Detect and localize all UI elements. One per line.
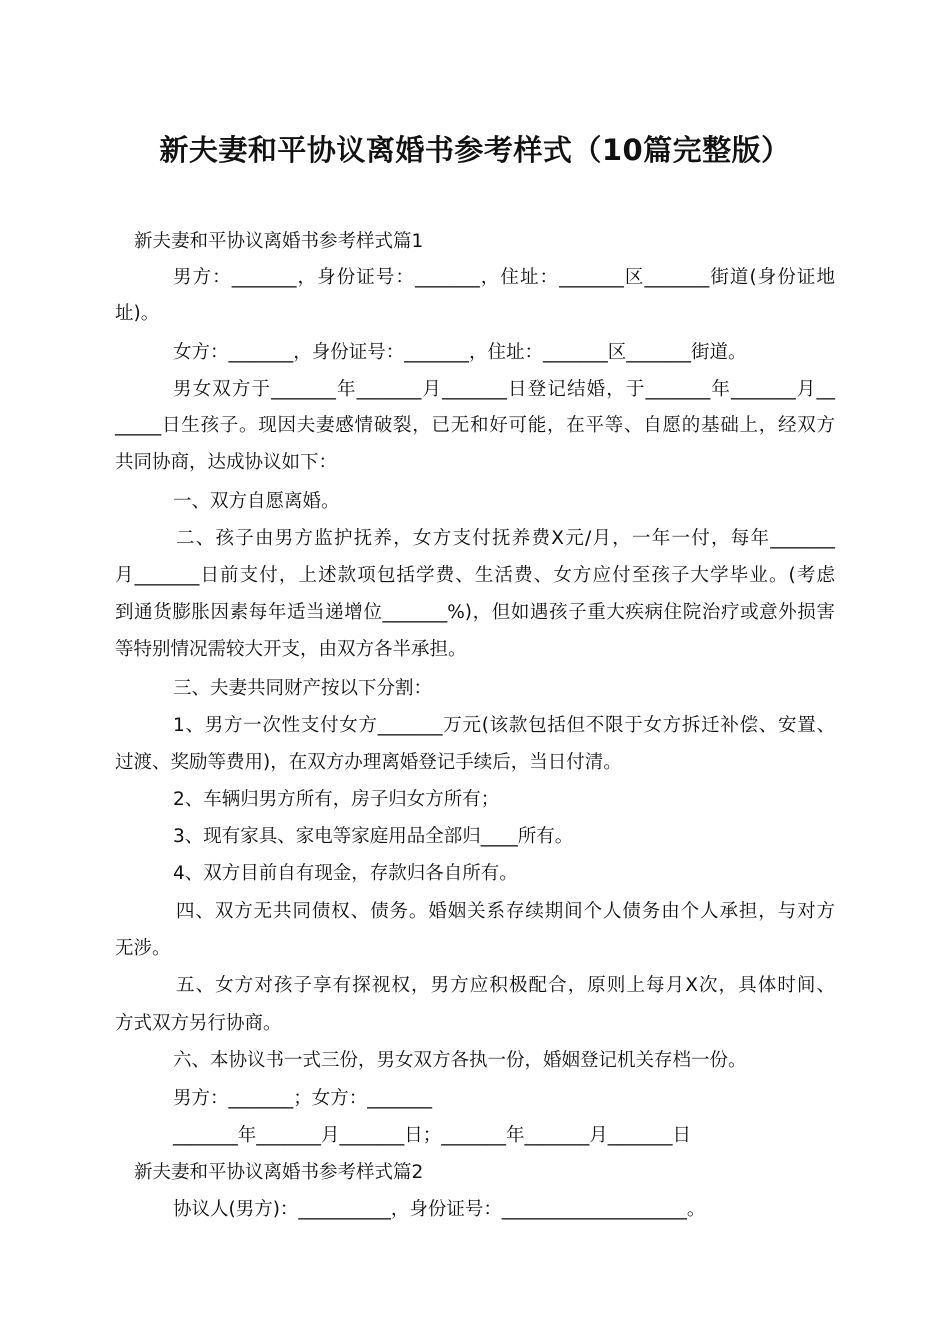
paragraph-line: 五、女方对孩子享有探视权，男方应积极配合，原则上每月X次，具体时间、 [176,975,835,996]
paragraph-line: 4、双方目前自有现金，存款归各自所有。 [173,863,518,884]
paragraph-line: 2、车辆归男方所有，房子归女方所有； [173,789,500,810]
paragraph-line: 月_______日前支付，上述款项包括学费、生活费、女方应付至孩子大学毕业。(考虑 [115,565,835,586]
paragraph-line: 方式双方另行协商。 [115,1013,282,1034]
paragraph-line: 3、现有家具、家电等家庭用品全部归____所有。 [173,826,574,847]
section-heading-2: 新夫妻和平协议离婚书参考样式篇2 [134,1162,424,1183]
signature-line: 男方：_______；女方：_______ [173,1088,433,1109]
paragraph-line: 四、双方无共同债权、债务。婚姻关系存续期间个人债务由个人承担，与对方 [176,901,835,922]
paragraph-line: 一、双方自愿离婚。 [173,491,340,512]
paragraph-line: 六、本协议书一式三份，男女双方各执一份，婚姻登记机关存档一份。 [173,1050,747,1071]
paragraph-line: _____日生孩子。现因夫妻感情破裂，已无和好可能，在平等、自愿的基础上，经双方 [115,415,835,436]
paragraph-line: 等特别情况需较大开支，由双方各半承担。 [115,639,467,660]
paragraph-line: 协议人(男方)：__________，身份证号：____________________。 [173,1199,706,1220]
paragraph-line: 共同协商，达成协议如下： [115,452,338,473]
paragraph-line: 无涉。 [115,938,171,959]
paragraph-line: 女方：_______，身份证号：_______，住址：_______区_______街道。 [173,342,747,363]
document-title: 新夫妻和平协议离婚书参考样式（10篇完整版） [159,133,791,167]
paragraph-line: 二、孩子由男方监护抚养，女方支付抚养费X元/月，一年一付，每年_______ [176,528,835,549]
paragraph-line: 过渡、奖励等费用)，在双方办理离婚登记手续后，当日付清。 [115,752,622,773]
paragraph-line: 到通货膨胀因素每年适当递增位_______%)，但如遇孩子重大疾病住院治疗或意外损害 [115,602,835,623]
date-line: _______年_______月_______日；_______年_______月_______日 [173,1125,692,1146]
paragraph-line: 址)。 [115,303,160,324]
section-heading-1: 新夫妻和平协议离婚书参考样式篇1 [134,231,424,252]
paragraph-line: 男方：_______，身份证号：_______，住址：_______区_______街道(身份证地 [173,267,835,288]
paragraph-line: 1、男方一次性支付女方_______万元(该款包括但不限于女方拆迁补偿、安置、 [173,715,835,736]
paragraph-line: 三、夫妻共同财产按以下分割： [173,678,433,699]
paragraph-line: 男女双方于_______年_______月_______日登记结婚，于_______年_______月__ [173,379,835,400]
